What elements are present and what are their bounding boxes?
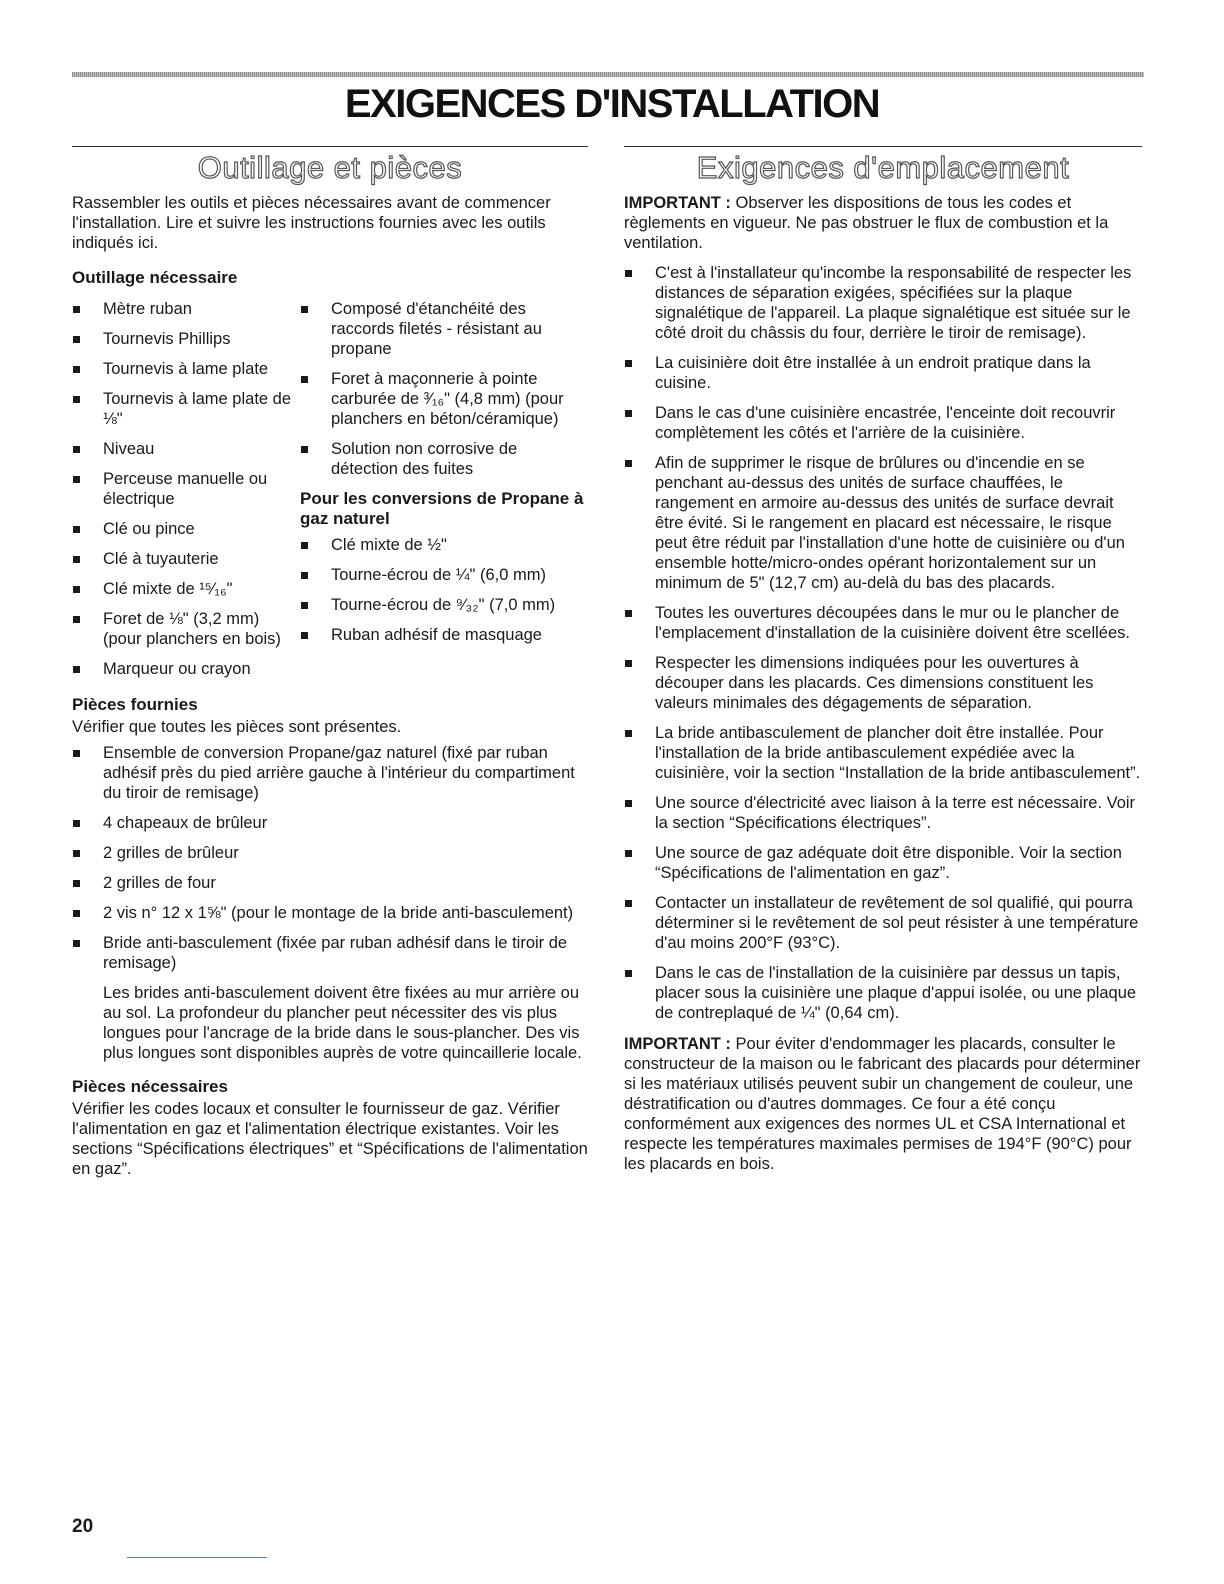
list-item: C'est à l'installateur qu'incombe la responsabilité de respecter les distances de séparation exigées, spécifiées sur la plaque signalétique de l'appareil. La plaque signalétique est située sur le côté droit du châssis du four, derrière le tiroir de remisage). [624, 263, 1142, 343]
tools-right-column [300, 299, 588, 679]
important-text: Pour éviter d'endommager les placards, consulter le constructeur de la maison ou le fabricant des placards pour déterminer si les matériaux utilisés peuvent subir un changement de couleur, une déstratification ou d'autres dommages. Ce four a été conçu conformément aux exigences des normes UL et CSA International et respecte les températures maximales permises de 194°F (90°C) pour les placards en bois. [624, 1035, 1141, 1173]
list-item: Tournevis à lame plate de ⅛" [72, 389, 300, 429]
parts-note: Les brides anti-basculement doivent être fixées au mur arrière ou au sol. La profondeur du plancher peut nécessiter des vis plus longues pour l'ancrage de la bride dans le sous-plancher. Des vis plus longues sont disponibles auprès de votre quincaillerie locale. [103, 984, 582, 1062]
list-item: Une source de gaz adéquate doit être disponible. Voir la section “Spécifications de l'alimentation en gaz”. [624, 843, 1142, 883]
left-section-rule [72, 146, 588, 147]
list-item: Dans le cas de l'installation de la cuisinière par dessus un tapis, placer sous la cuisinière une plaque d'appui isolée, ou une plaque de contreplaqué de ¼" (0,64 cm). [624, 963, 1142, 1023]
important-note-1 [624, 193, 1142, 253]
list-item: Clé à tuyauterie [72, 549, 300, 569]
tools-intro: Rassembler les outils et pièces nécessaires avant de commencer l'installation. Lire et suivre les instructions fournies avec les outils indiqués ici. [72, 194, 551, 252]
page-number: 20 [72, 1516, 94, 1537]
conversion-list [300, 535, 588, 645]
list-item: Niveau [72, 439, 300, 459]
list-item: Toutes les ouvertures découpées dans le mur ou le plancher de l'emplacement d'installation de la cuisinière doivent être scellées. [624, 603, 1142, 643]
important-label: IMPORTANT : [624, 1035, 731, 1053]
right-column [624, 146, 1142, 1174]
tools-list-right [300, 299, 588, 479]
list-item: Une source d'électricité avec liaison à la terre est nécessaire. Voir la section “Spécifications électriques”. [624, 793, 1142, 833]
list-item: 4 chapeaux de brûleur [72, 813, 588, 833]
header-rule [72, 72, 1144, 77]
tools-heading: Outillage nécessaire [72, 268, 238, 287]
right-section-rule [624, 146, 1142, 147]
list-item: Tournevis à lame plate [72, 359, 300, 379]
important-text: Observer les dispositions de tous les codes et règlements en vigueur. Ne pas obstruer le flux de combustion et la ventilation. [624, 194, 1109, 252]
list-item: Foret à maçonnerie à pointe carburée de ³⁄₁₆" (4,8 mm) (pour planchers en béton/céramique) [300, 369, 588, 429]
list-item: Dans le cas d'une cuisinière encastrée, l'enceinte doit recouvrir complètement les côtés et l'arrière de la cuisinière. [624, 403, 1142, 443]
important-note-2 [624, 1034, 1142, 1174]
list-item: Tournevis Phillips [72, 329, 300, 349]
parts-intro: Vérifier que toutes les pièces sont présentes. [72, 718, 402, 736]
list-item: Tourne-écrou de ¼" (6,0 mm) [300, 565, 588, 585]
list-item: 2 vis n° 12 x 1⅝" (pour le montage de la bride anti-basculement) [72, 903, 588, 923]
list-item: Clé mixte de ½" [300, 535, 588, 555]
page-title: EXIGENCES D'INSTALLATION [344, 82, 880, 126]
list-item: Solution non corrosive de détection des fuites [300, 439, 588, 479]
list-item: Ensemble de conversion Propane/gaz naturel (fixé par ruban adhésif près du pied arrière gauche à l'intérieur du compartiment du tiroir de remisage) [72, 743, 588, 803]
list-item: Marqueur ou crayon [72, 659, 300, 679]
list-item: Afin de supprimer le risque de brûlures ou d'incendie en se penchant au-dessus des unités de surface chauffées, le rangement en armoire au-dessus des unités de surface devrait être évité. Si le rangement en placard est nécessaire, le risque peut être réduit par l'installation d'une hotte de cuisinière ou d'un ensemble hotte/micro-ondes opérant horizontalement sur un minimum de 5" (12,7 cm) au-delà du bas des placards. [624, 453, 1142, 593]
left-column [72, 146, 588, 1179]
list-item: Tourne-écrou de ⁹⁄₃₂" (7,0 mm) [300, 595, 588, 615]
tools-list-left [72, 299, 300, 679]
parts-heading: Pièces fournies [72, 695, 198, 714]
list-item: 2 grilles de four [72, 873, 588, 893]
location-requirements-list [624, 263, 1142, 1023]
list-item: Perceuse manuelle ou électrique [72, 469, 300, 509]
section-heading-location: Exigences d'emplacement [696, 150, 1070, 185]
list-item: Clé ou pince [72, 519, 300, 539]
tools-columns [72, 299, 588, 679]
list-item: 2 grilles de brûleur [72, 843, 588, 863]
needed-heading: Pièces nécessaires [72, 1077, 228, 1096]
list-item: La bride antibasculement de plancher doit être installée. Pour l'installation de la bride antibasculement expédiée avec la cuisinière, voir la section “Installation de la bride antibasculement”. [624, 723, 1142, 783]
list-item: Composé d'étanchéité des raccords filetés - résistant au propane [300, 299, 588, 359]
conversion-heading: Pour les conversions de Propane à gaz naturel [300, 489, 584, 528]
footer-rule [127, 1557, 267, 1558]
section-heading-tools: Outillage et pièces [197, 150, 463, 185]
list-item: Clé mixte de ¹⁵⁄₁₆" [72, 579, 300, 599]
list-item: Foret de ⅛" (3,2 mm) (pour planchers en bois) [72, 609, 300, 649]
needed-text: Vérifier les codes locaux et consulter le fournisseur de gaz. Vérifier l'alimentation en gaz et l'alimentation électrique existantes. Voir les sections “Spécifications électriques” et “Spécifications de l'alimentation en gaz”. [72, 1100, 588, 1178]
list-item: La cuisinière doit être installée à un endroit pratique dans la cuisine. [624, 353, 1142, 393]
list-item: Respecter les dimensions indiquées pour les ouvertures à découper dans les placards. Ces dimensions constituent les valeurs minimales des dégagements de séparation. [624, 653, 1142, 713]
list-item: Mètre ruban [72, 299, 300, 319]
list-item: Bride anti-basculement (fixée par ruban adhésif dans le tiroir de remisage) [72, 933, 588, 973]
parts-list [72, 743, 588, 973]
list-item: Ruban adhésif de masquage [300, 625, 588, 645]
list-item: Contacter un installateur de revêtement de sol qualifié, qui pourra déterminer si le revêtement de sol peut résister à une température d'au moins 200°F (93°C). [624, 893, 1142, 953]
important-label: IMPORTANT : [624, 194, 731, 212]
